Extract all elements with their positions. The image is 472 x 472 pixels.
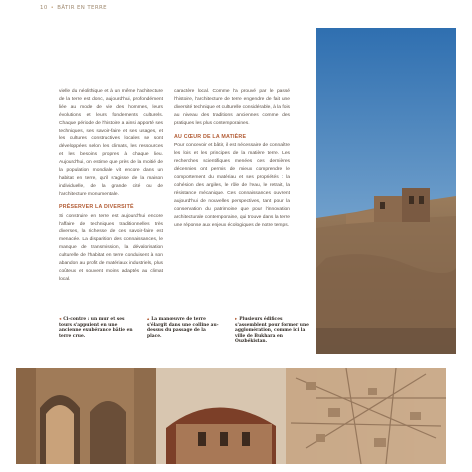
text-column-2	[174, 88, 290, 231]
caption-arrow-icon: ▴	[147, 317, 150, 322]
caption-2	[147, 317, 221, 339]
running-header	[40, 5, 107, 11]
page-number: 10	[40, 5, 48, 11]
caption-arrow-icon: ◂	[59, 317, 62, 322]
subhead-matiere: AU CŒUR DE LA MATIÈRE	[174, 133, 247, 140]
caption-arrow-icon: ▸	[235, 317, 238, 322]
earth-building-photo	[316, 28, 456, 354]
section-title: BÂTIR EN TERRE	[57, 5, 107, 11]
vaulted-building-photo	[156, 368, 286, 464]
caption-2-text: La manœuvre de terre s'élargit dans une colline au-dessus du passage de la place.	[147, 317, 219, 339]
column1-paragraph-1: vielle du néolithique et à un même l'achitecture de la terre est donc, aujourd'hui, profondément liée au mode de vie des hommes, leurs évolutions et leurs fondements culturels. Chaque période de l'histoire a ainsi apporté ses techniques, ses savoir-faire et ses usages, et les cultures constructives locales se sont développées selon les climats, les ressources et les besoins propres à chaque lieu. Aujourd'hui, on estime que près de la moitié de la population mondiale vit encore dans un habitat en terre, qu'il s'agisse de la maison individuelle, de la grande cité ou de l'architecture monumentale.	[59, 89, 163, 197]
text-column-1	[59, 88, 163, 286]
aerial-city-photo	[286, 368, 446, 464]
subhead-preserver: PRÉSERVER LA DIVERSITÉ	[59, 203, 134, 210]
bottom-photo-strip	[16, 368, 446, 464]
caption-1	[59, 317, 133, 339]
column1-paragraph-2: Si construire en terre est aujourd'hui encore l'affaire de techniques traditionnelles très diverses, la richesse de ces savoir-faire est menacée. La disparition des connaissances, le manque de transmission, la dévalorisation culturelle de l'habitat en terre conduisent à son abandon au profit de matériaux industriels, plus coûteux et souvent moins adaptés au climat local.	[59, 213, 163, 282]
caption-1-text: Ci-contre : un mur et ses tours s'appuient en une ancienne exubérance bâtie en terre crue.	[59, 317, 133, 339]
arches-photo	[16, 368, 156, 464]
caption-3-text: Plusieurs édifices s'assemblent pour former une agglomération, comme ici la ville de Bukhara en Ouzbékistan.	[235, 317, 309, 345]
header-separator: •	[50, 5, 55, 11]
caption-3	[235, 317, 309, 345]
column2-paragraph-1: caractère local. Comme l'a prouvé par le passé l'histoire, l'architecture de terre engendre de fait une diversité technique et culturelle considérable, à la fois au niveau des traditions anciennes comme des pratiques les plus contemporaines.	[174, 89, 290, 126]
column2-paragraph-2: Pour concevoir et bâtir, il est nécessaire de connaître les lois et les principes de la matière terre. Les recherches scientifiques menées ces dernières décennies ont permis de mieux comprendre le comportement du matériau et ses propriétés : la cohésion des argiles, le rôle de l'eau, le retrait, la résistance mécanique. Ces connaissances ouvrent aujourd'hui de nouvelles perspectives, tant pour la conservation du patrimoine que pour l'innovation architecturale contemporaine, qui trouve dans la terre une réponse aux enjeux écologiques de notre temps.	[174, 143, 290, 228]
